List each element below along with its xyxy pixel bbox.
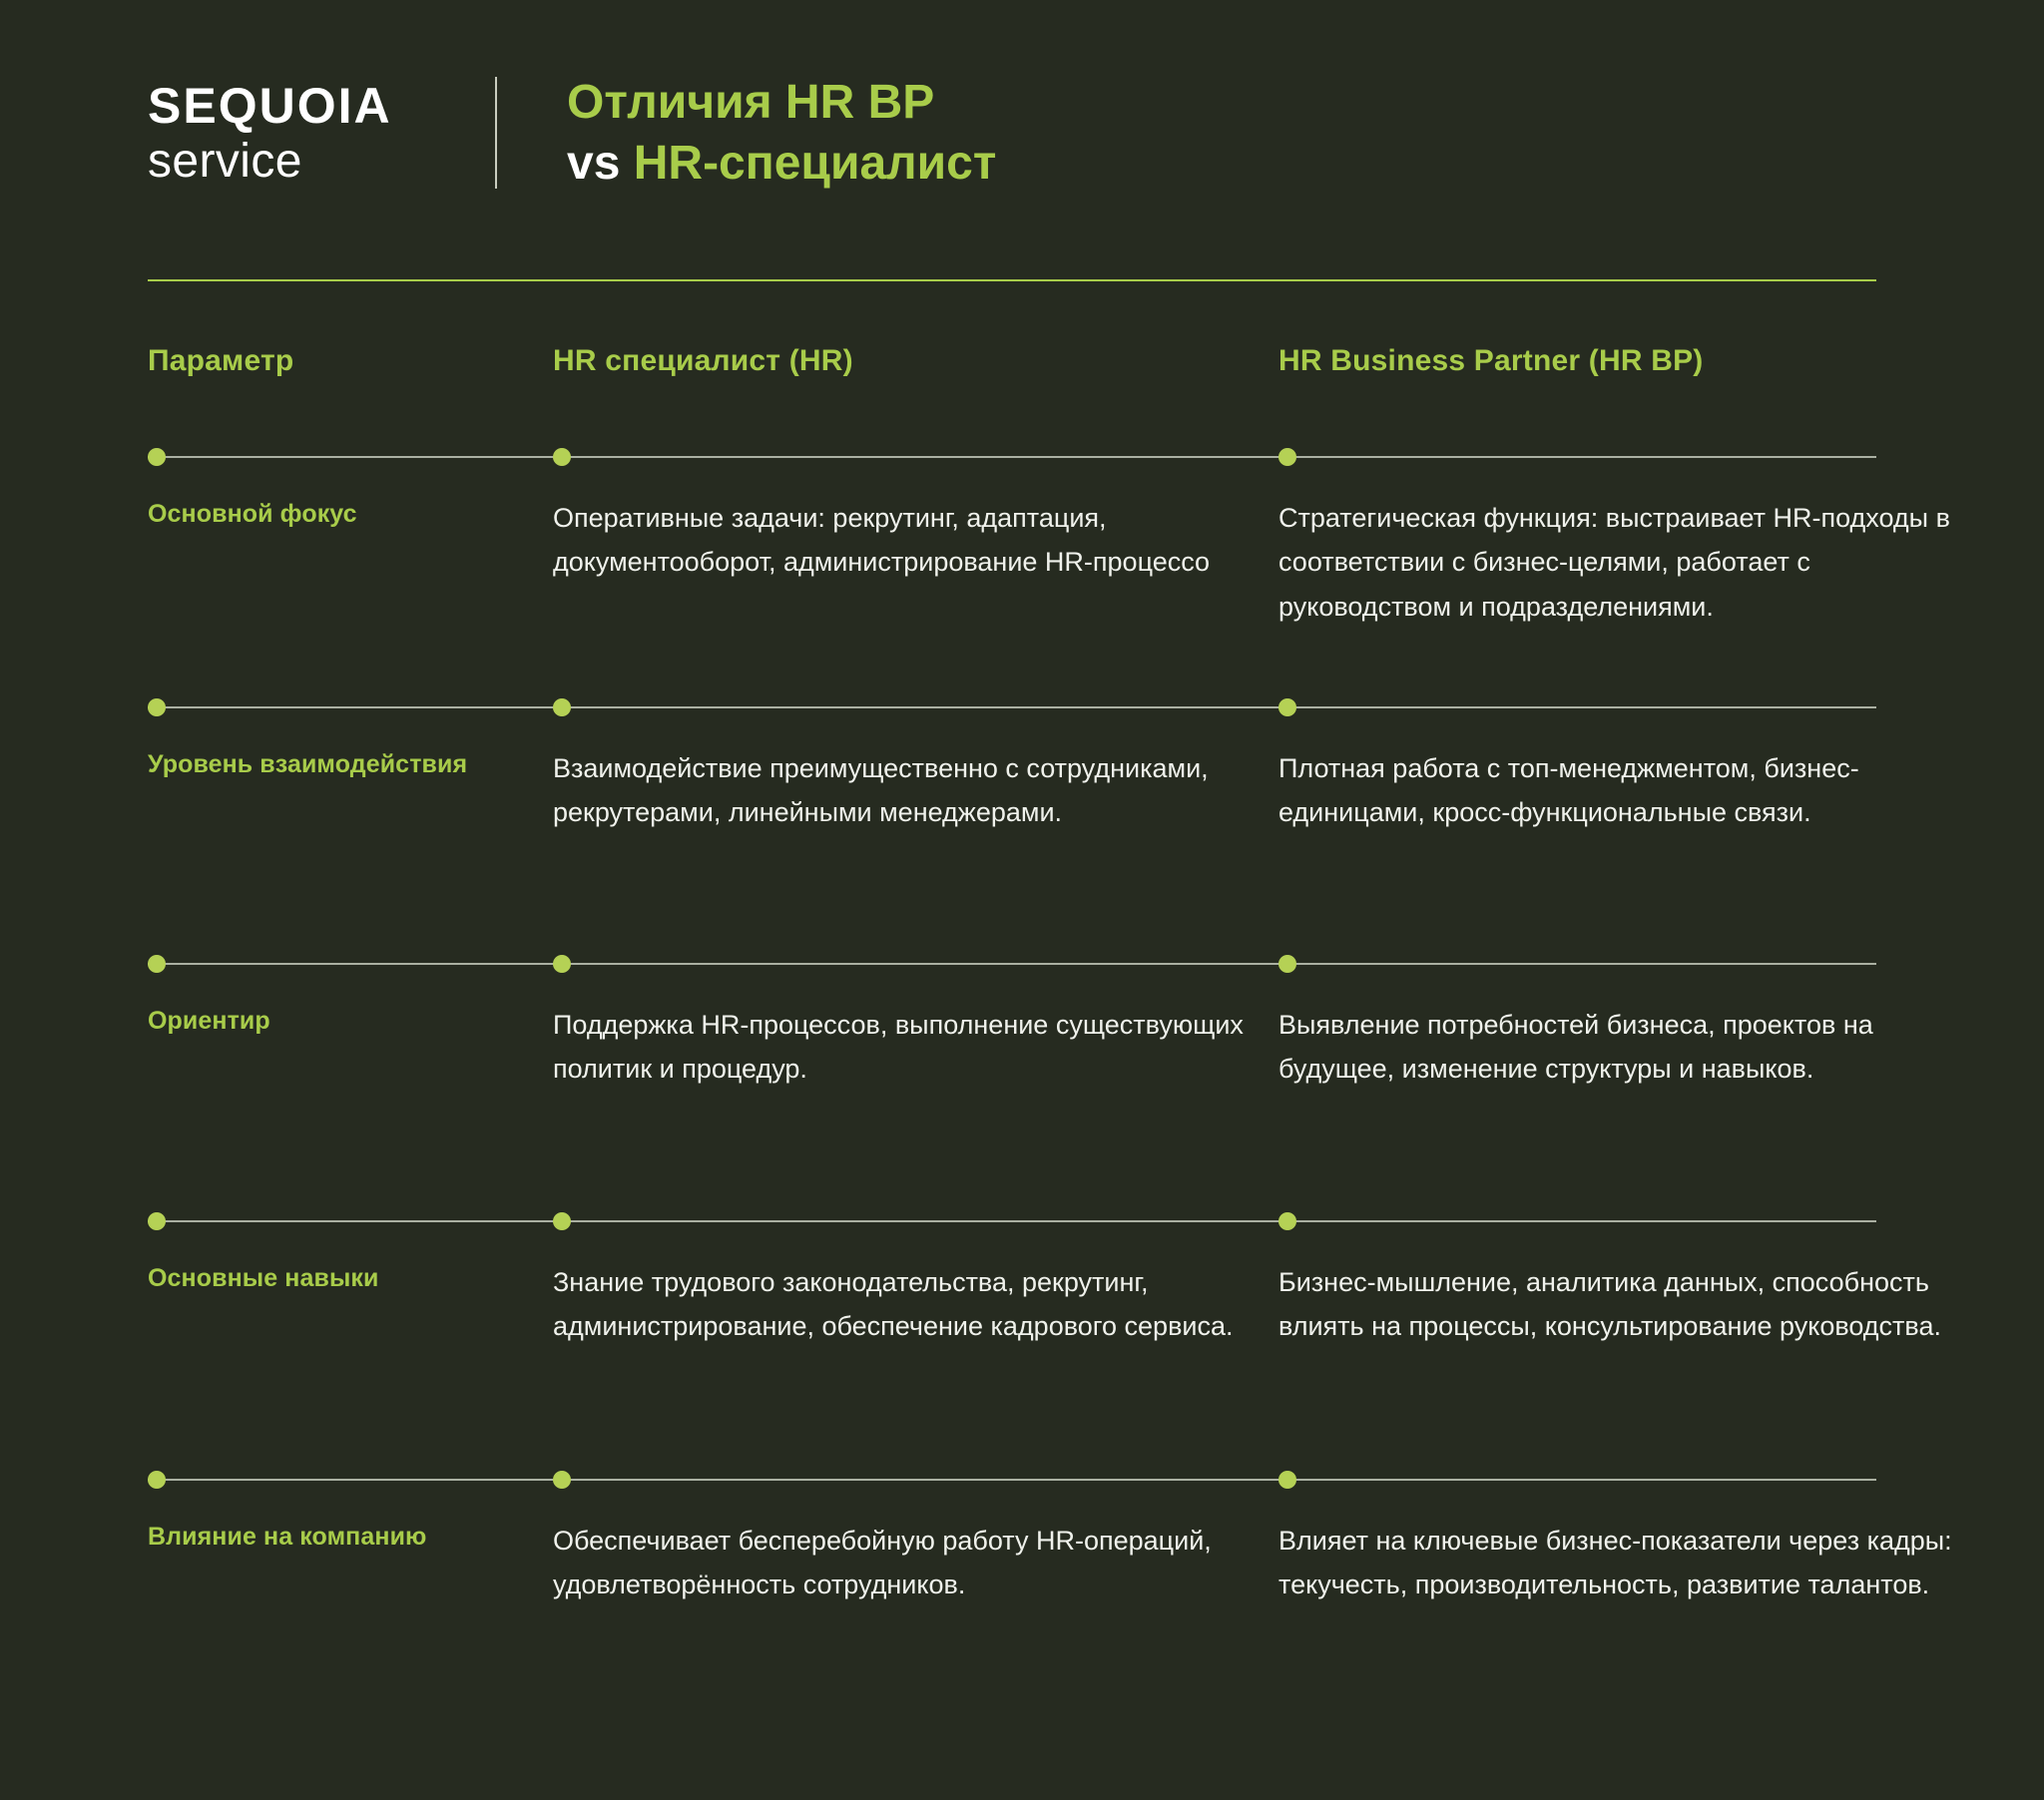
header-rule: [148, 279, 1876, 281]
row-param-label: Уровень взаимодействия: [148, 750, 468, 778]
page-title-line1: Отличия HR BP: [567, 76, 935, 129]
column-header-hr: HR специалист (HR): [553, 344, 853, 377]
row-connector-line: [148, 456, 1876, 458]
row-connector-line: [148, 963, 1876, 965]
page-title: [567, 72, 996, 195]
row-marker-dot: [553, 1212, 571, 1230]
column-header-bp: HR Business Partner (HR BP): [1278, 344, 1704, 377]
row-marker-dot: [148, 698, 166, 716]
row-param-label: Основной фокус: [148, 500, 357, 528]
column-headers: [148, 344, 1876, 390]
row-param-label: Влияние на компанию: [148, 1523, 427, 1551]
row-hr-description: Обеспечивает бесперебойную работу HR-операций, удовлетворённость сотрудников.: [553, 1526, 1212, 1600]
row-hr-description: Взаимодействие преимущественно с сотрудниками, рекрутерами, линейными менеджерами.: [553, 753, 1209, 828]
row-bp-description: Стратегическая функция: выстраивает HR-подходы в соответствии с бизнес-целями, работает с руководством и подразделениями.: [1278, 503, 1950, 622]
row-marker-dot: [148, 448, 166, 466]
table-row: [148, 448, 1950, 698]
row-marker-dot: [553, 448, 571, 466]
row-marker-dot: [148, 955, 166, 973]
brand-name-bottom: service: [148, 134, 302, 188]
row-marker-dot: [148, 1471, 166, 1489]
row-bp-description: Влияет на ключевые бизнес-показатели через кадры: текучесть, производительность, развитие талантов.: [1278, 1526, 1952, 1600]
row-marker-dot: [553, 698, 571, 716]
row-hr-description: Поддержка HR-процессов, выполнение существующих политик и процедур.: [553, 1010, 1244, 1085]
row-hr-description: Оперативные задачи: рекрутинг, адаптация, документооборот, администрирование HR-процессо: [553, 503, 1211, 578]
row-marker-dot: [148, 1212, 166, 1230]
row-connector-line: [148, 1479, 1876, 1481]
table-row: [148, 955, 1876, 1212]
row-marker-dot: [1278, 955, 1296, 973]
page-title-line2-main: HR-специалист: [633, 137, 997, 191]
brand-name-top: SEQUOIA: [148, 77, 392, 134]
row-marker-dot: [1278, 448, 1296, 466]
table-row: [148, 698, 1876, 955]
row-bp-description: Плотная работа с топ-менеджментом, бизнес-единицами, кросс-функциональные связи.: [1278, 753, 1859, 828]
row-marker-dot: [1278, 698, 1296, 716]
header-divider: [495, 77, 497, 189]
row-marker-dot: [553, 955, 571, 973]
row-param-label: Основные навыки: [148, 1264, 379, 1292]
row-marker-dot: [1278, 1471, 1296, 1489]
row-bp-description: Бизнес-мышление, аналитика данных, способность влиять на процессы, консультирование руководства.: [1278, 1267, 1941, 1342]
page-title-vs: vs: [567, 137, 634, 191]
row-marker-dot: [1278, 1212, 1296, 1230]
row-connector-line: [148, 1220, 1876, 1222]
brand-logo: [148, 77, 487, 188]
row-connector-line: [148, 706, 1876, 708]
column-header-param: Параметр: [148, 344, 294, 377]
row-hr-description: Знание трудового законодательства, рекрутинг, администрирование, обеспечение кадрового сервиса.: [553, 1267, 1234, 1342]
page-title-line2: [567, 133, 996, 194]
row-marker-dot: [553, 1471, 571, 1489]
comparison-rows: [148, 448, 1952, 1730]
page-header: [148, 72, 996, 195]
table-row: [148, 1212, 1941, 1471]
row-param-label: Ориентир: [148, 1007, 270, 1035]
row-bp-description: Выявление потребностей бизнеса, проектов на будущее, изменение структуры и навыков.: [1278, 1010, 1873, 1085]
table-row: [148, 1471, 1952, 1730]
